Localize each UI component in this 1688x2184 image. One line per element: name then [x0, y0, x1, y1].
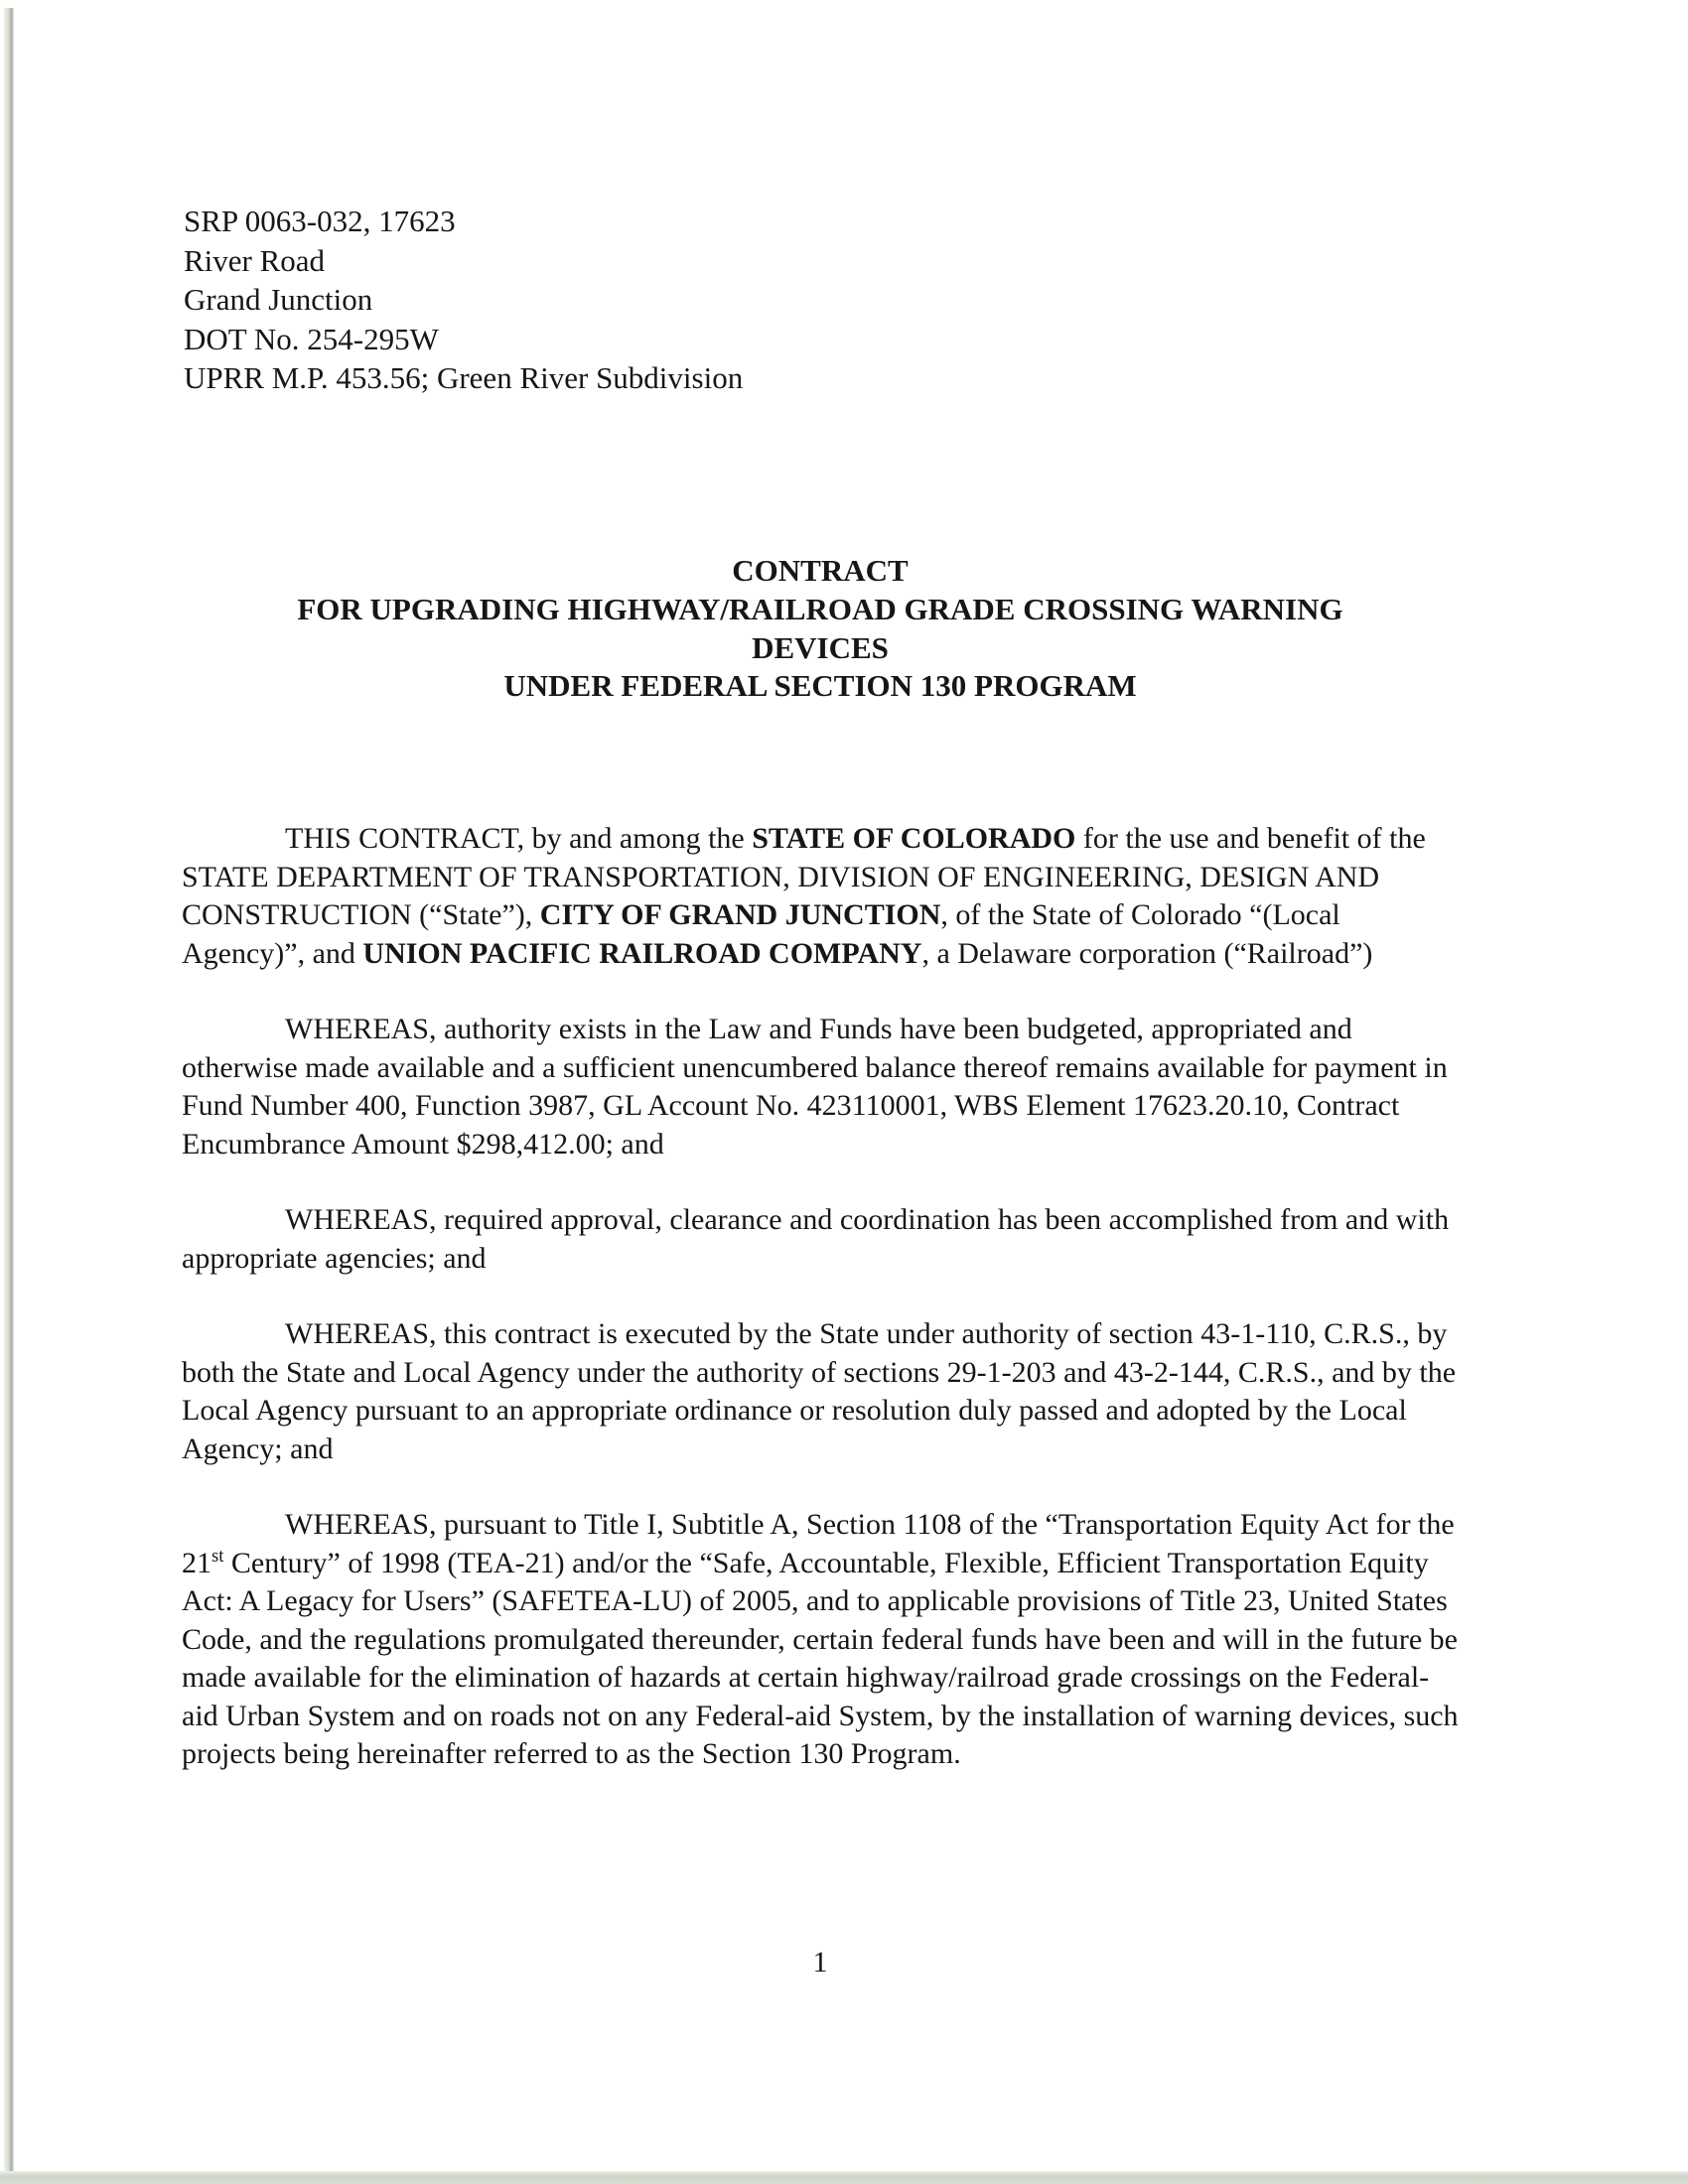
body-text: WHEREAS, this contract is executed by the State under authority of section 43-1-110, C.R.S., by both the State and Local Agency under the authority of sections 29-1-203 and 43-2-144, C.R.S., and by the Local Agency pursuant to an appropriate ordinance or resolution duly passed and adopted by the Local Agency; and	[182, 1317, 1457, 1465]
paragraph	[182, 1315, 1459, 1468]
header-line-city: Grand Junction	[184, 282, 373, 317]
body-text: for the use and benefit of the STATE DEPARTMENT OF TRANSPORTATION, DIVISION OF ENGINEERING, DESIGN AND CONSTRUCTION (“State”),	[182, 822, 1426, 931]
header-line-project: SRP 0063-032, 17623	[184, 204, 456, 238]
contract-body	[182, 820, 1459, 1812]
body-text: THIS CONTRACT, by and among the	[285, 822, 753, 855]
page-number: 1	[812, 1946, 828, 1979]
bold-party-name: UNION PACIFIC RAILROAD COMPANY	[362, 936, 922, 970]
header-line-milepost: UPRR M.P. 453.56; Green River Subdivision	[184, 360, 744, 395]
bold-party-name: CITY OF GRAND JUNCTION	[539, 898, 941, 931]
scan-edge-bottom-artifact	[0, 2171, 1688, 2184]
body-text: , of the State of Colorado “(Local Agency)”, and	[182, 898, 1340, 970]
document-title	[182, 552, 1459, 706]
header-line-dot-number: DOT No. 254-295W	[184, 321, 439, 356]
paragraph	[182, 820, 1459, 973]
body-text: WHEREAS, authority exists in the Law and Funds have been budgeted, appropriated and otherwise made available and a sufficient unencumbered balance thereof remains available for payment in Fund Number 400, Function 3987, GL Account No. 423110001, WBS Element 17623.20.10, Contract Encumbrance Amount $298,412.00; and	[182, 1013, 1448, 1160]
body-text: Century” of 1998 (TEA-21) and/or the “Safe, Accountable, Flexible, Efficient Transportation Equity Act: A Legacy for Users” (SAFETEA-LU) of 2005, and to applicable provisions of Title 23, United States Code, and the regulations promulgated thereunder, certain federal funds have been and will in the future be made available for the elimination of hazards at certain highway/railroad grade crossings on the Federal-aid Urban System and on roads not on any Federal-aid System, by the installation of warning devices, such projects being hereinafter referred to as the Section 130 Program.	[182, 1546, 1459, 1770]
body-text: WHEREAS, required approval, clearance and coordination has been accomplished from and with appropriate agencies; and	[182, 1203, 1450, 1275]
paragraph	[182, 1506, 1459, 1774]
header-line-road: River Road	[184, 242, 326, 278]
scan-edge-left-artifact	[4, 8, 14, 2184]
superscript-text: st	[211, 1545, 224, 1567]
body-text: WHEREAS, pursuant to Title I, Subtitle A, Section 1108 of the “Transportation Equity Act for the 21	[182, 1508, 1455, 1579]
paragraph	[182, 1201, 1459, 1278]
title-line-devices: DEVICES	[752, 629, 889, 665]
title-line-program: UNDER FEDERAL SECTION 130 PROGRAM	[503, 668, 1137, 704]
body-text: , a Delaware corporation (“Railroad”)	[921, 936, 1373, 970]
title-line-contract: CONTRACT	[732, 553, 909, 588]
paragraph	[182, 1011, 1459, 1163]
reference-header	[184, 202, 743, 398]
title-line-purpose: FOR UPGRADING HIGHWAY/RAILROAD GRADE CROSSING WARNING	[297, 591, 1343, 626]
bold-party-name: STATE OF COLORADO	[752, 822, 1076, 855]
